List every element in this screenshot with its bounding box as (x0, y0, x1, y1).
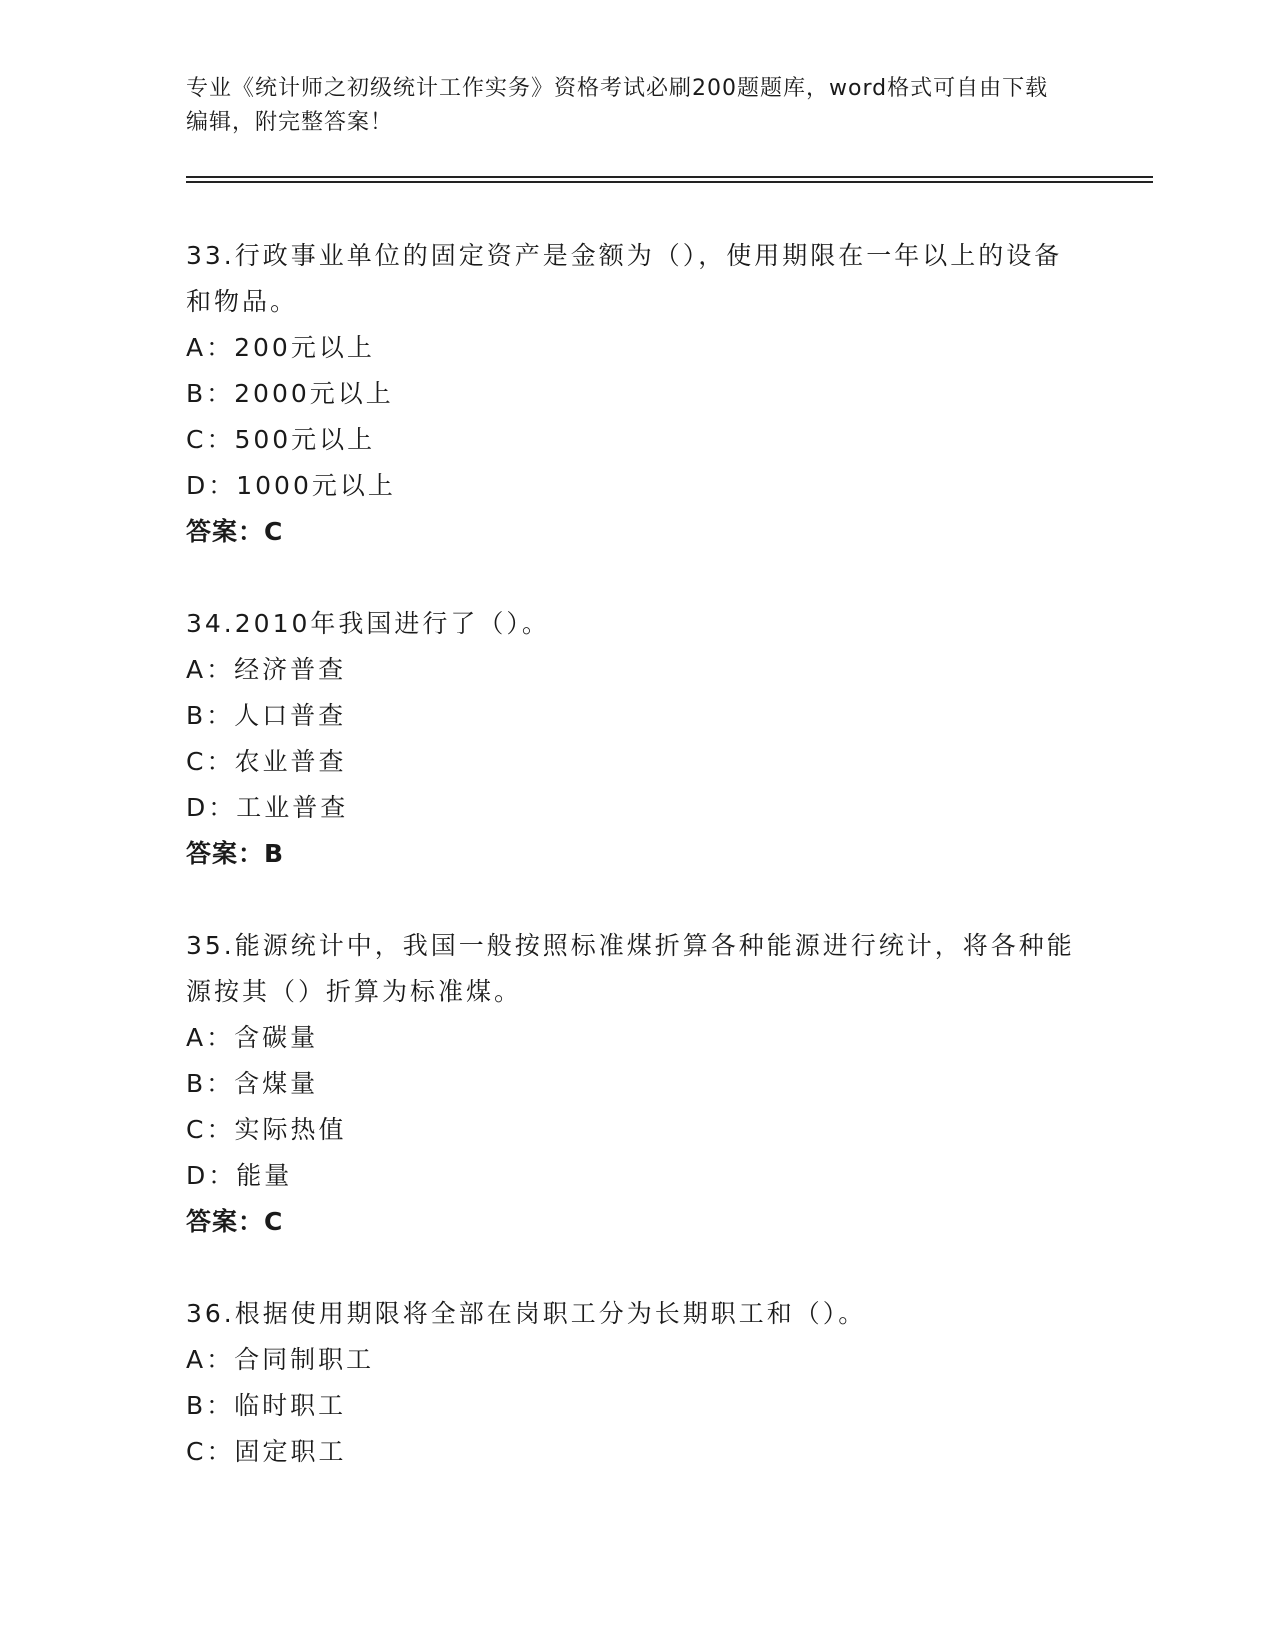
option-c: C：实际热值 (186, 1115, 347, 1144)
question-item (186, 233, 1086, 555)
header-divider (186, 176, 1153, 178)
option-c: C：农业普查 (186, 747, 347, 776)
answer-line: 答案：B (186, 839, 285, 868)
header-divider-double (186, 181, 1153, 183)
document-header: 专业《统计师之初级统计工作实务》资格考试必刷200题题库，word格式可自由下载编辑，附完整答案！ (186, 76, 1049, 135)
option-a: A：经济普查 (186, 655, 347, 684)
option-c: C：500元以上 (186, 425, 376, 454)
option-a: A：合同制职工 (186, 1345, 375, 1374)
option-b: B：2000元以上 (186, 379, 394, 408)
option-c: C：固定职工 (186, 1437, 347, 1466)
option-a: A：200元以上 (186, 333, 375, 362)
option-b: B：含煤量 (186, 1069, 319, 1098)
question-list (186, 233, 1086, 1521)
question-stem: 34.2010年我国进行了（）。 (186, 609, 550, 638)
answer-line: 答案：C (186, 1207, 284, 1236)
option-a: A：含碳量 (186, 1023, 319, 1052)
question-item (186, 1291, 1086, 1475)
option-b: B：人口普查 (186, 701, 347, 730)
option-d: D：能量 (186, 1161, 293, 1190)
question-item (186, 923, 1086, 1245)
question-stem: 36.根据使用期限将全部在岗职工分为长期职工和（）。 (186, 1299, 867, 1328)
answer-line: 答案：C (186, 517, 284, 546)
question-stem: 33.行政事业单位的固定资产是金额为（），使用期限在一年以上的设备和物品。 (186, 241, 1063, 316)
option-d: D：工业普查 (186, 793, 349, 822)
question-item (186, 601, 1086, 877)
option-d: D：1000元以上 (186, 471, 396, 500)
question-stem: 35.能源统计中，我国一般按照标准煤折算各种能源进行统计，将各种能源按其（）折算为标准煤。 (186, 931, 1075, 1006)
option-b: B：临时职工 (186, 1391, 347, 1420)
